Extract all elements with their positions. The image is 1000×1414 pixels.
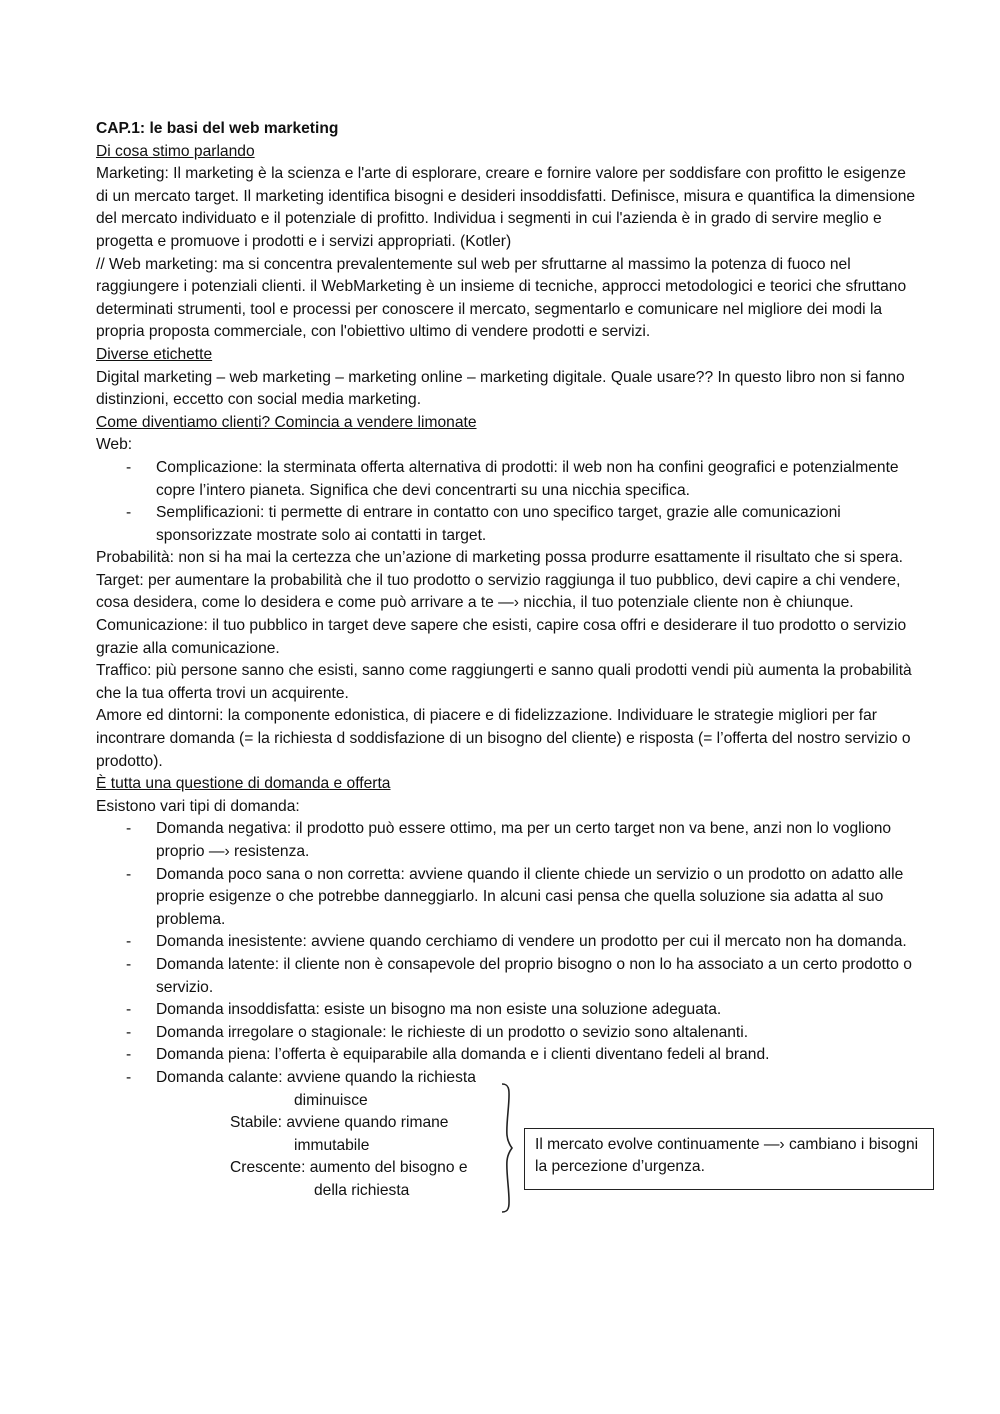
document-page [96,118,919,1205]
list-item: - Domanda irregolare o stagionale: le richieste di un prodotto o sevizio sono altalenanti. [96,1022,916,1045]
list-item-line: immutabile [294,1136,370,1154]
paragraph: Target: per aumentare la probabilità che il tuo prodotto o servizio raggiunga il tuo pubblico, devi capire a chi vendere, cosa desidera, come lo desidera e come può arrivare a te —› nicchia, il tuo potenziale cliente non è chiunque. [96,571,901,612]
chapter-title: CAP.1: le basi del web marketing [96,120,339,137]
bullet-dash: - [126,458,132,476]
paragraph: Esistono vari tipi di domanda: [96,797,300,815]
section-heading: Diverse etichette [96,345,213,363]
bullet-dash: - [126,820,132,838]
callout-box: Il mercato evolve continuamente —› cambiano i bisogni la percezione d’urgenza. [524,1128,934,1190]
paragraph: Comunicazione: il tuo pubblico in target deve sapere che esisti, capire cosa offri e desiderare il tuo prodotto o servizio grazie alla comunicazione. [96,617,907,657]
list-item: - Semplificazioni: ti permette di entrare in contatto con uno specifico target, grazie alle comunicazioni sponsorizzate mostrate solo ai contatti in target. [126,504,841,544]
list-item: - Domanda poco sana o non corretta: avviene quando il cliente chiede un servizio o un prodotto on adatto alle proprie esigenze o che potrebbe danneggiarlo. In alcuni casi pensa che quella soluzione sia adatta al suo problema. [126,865,904,928]
list-item: - Domanda calante: avviene quando la richiesta [96,1067,916,1090]
list-item: - Domanda piena: l’offerta è equiparabile alla domanda e i clienti diventano fedeli al brand. [96,1044,916,1067]
list-item-line: diminuisce [294,1091,368,1109]
bullet-dash: - [126,933,132,951]
paragraph: Digital marketing – web marketing – marketing online – marketing digitale. Quale usare?? In questo libro non si fanno distinzioni, eccetto con social media marketing. [96,368,905,409]
bullet-list [96,818,916,1089]
paragraph: // Web marketing: ma si concentra prevalentemente sul web per sfruttarne al massimo la potenza di fuoco nel raggiungere i potenziali clienti. il WebMarketing è un insieme di tecniche, approcci metodologici e teorici che sfruttano determinati strumenti, tool e processi per conoscere il mercato, segmentarlo e comunicare nel migliore dei modi la propria proposta commerciale, con l'obiettivo ultimo di vendere prodotti e servizi. [96,255,907,341]
list-item: - Domanda latente: il cliente non è consapevole del proprio bisogno o non lo ha associato a un certo prodotto o servizio. [126,955,912,996]
bullet-dash: - [126,1023,132,1041]
section-heading: Come diventiamo clienti? Comincia a vendere limonate [96,413,477,431]
list-item-line: Stabile: avviene quando rimane [230,1113,449,1131]
bullet-list [96,457,916,547]
bullet-dash: - [126,504,132,522]
list-item: - Domanda insoddisfatta: esiste un bisogno ma non esiste una soluzione adeguata. [96,999,916,1022]
section-heading: È tutta una questione di domanda e offerta [96,775,391,793]
bullet-dash: - [126,955,132,973]
bullet-dash: - [126,1001,132,1019]
list-item: - Domanda negativa: il prodotto può essere ottimo, ma per un certo target non va bene, anzi non lo vogliono proprio —› resistenza. [126,820,892,860]
paragraph: Marketing: Il marketing è la scienza e l'arte di esplorare, creare e fornire valore per soddisfare con profitto le esigenze di un mercato target. Il marketing identifica bisogni e desideri insoddisfatti. Definisce, misura e quantifica la dimensione del mercato individuato e il potenziale di profitto. Individua i segmenti in cui l'azienda è in grado di servire meglio e progetta e promuove i prodotti e i servizi appropriati. (Kotler) [96,165,916,250]
demand-trend-group [96,1090,919,1205]
paragraph: Probabilità: non si ha mai la certezza che un’azione di marketing possa produrre esattamente il risultato che si spera. [96,549,903,567]
curly-brace-icon [496,1082,518,1214]
paragraph: Web: [96,436,133,454]
paragraph: Traffico: più persone sanno che esisti, sanno come raggiungerti e sanno quali prodotti vendi più aumenta la probabilità che la tua offerta trovi un acquirente. [96,662,912,702]
section-heading: Di cosa stimo parlando [96,142,255,160]
list-item-line: della richiesta [314,1181,410,1199]
bullet-dash: - [126,1068,132,1086]
paragraph: Amore ed dintorni: la componente edonistica, di piacere e di fidelizzazione. Individuare le strategie migliori per far incontrare domanda (= la richiesta d soddisfazione di un bisogno del cliente) e risposta (= l’offerta del nostro servizio o prodotto). [96,707,911,770]
list-item: - Complicazione: la sterminata offerta alternativa di prodotti: il web non ha confini geografici e potenzialmente copre l’intero pianeta. Significa che devi concentrarti su una nicchia specifica. [126,458,899,499]
list-item: - Domanda inesistente: avviene quando cerchiamo di vendere un prodotto per cui il mercato non ha domanda. [96,931,916,954]
bullet-dash: - [126,865,132,883]
bullet-dash: - [126,1046,132,1064]
list-item-line: Crescente: aumento del bisogno e [230,1158,468,1176]
